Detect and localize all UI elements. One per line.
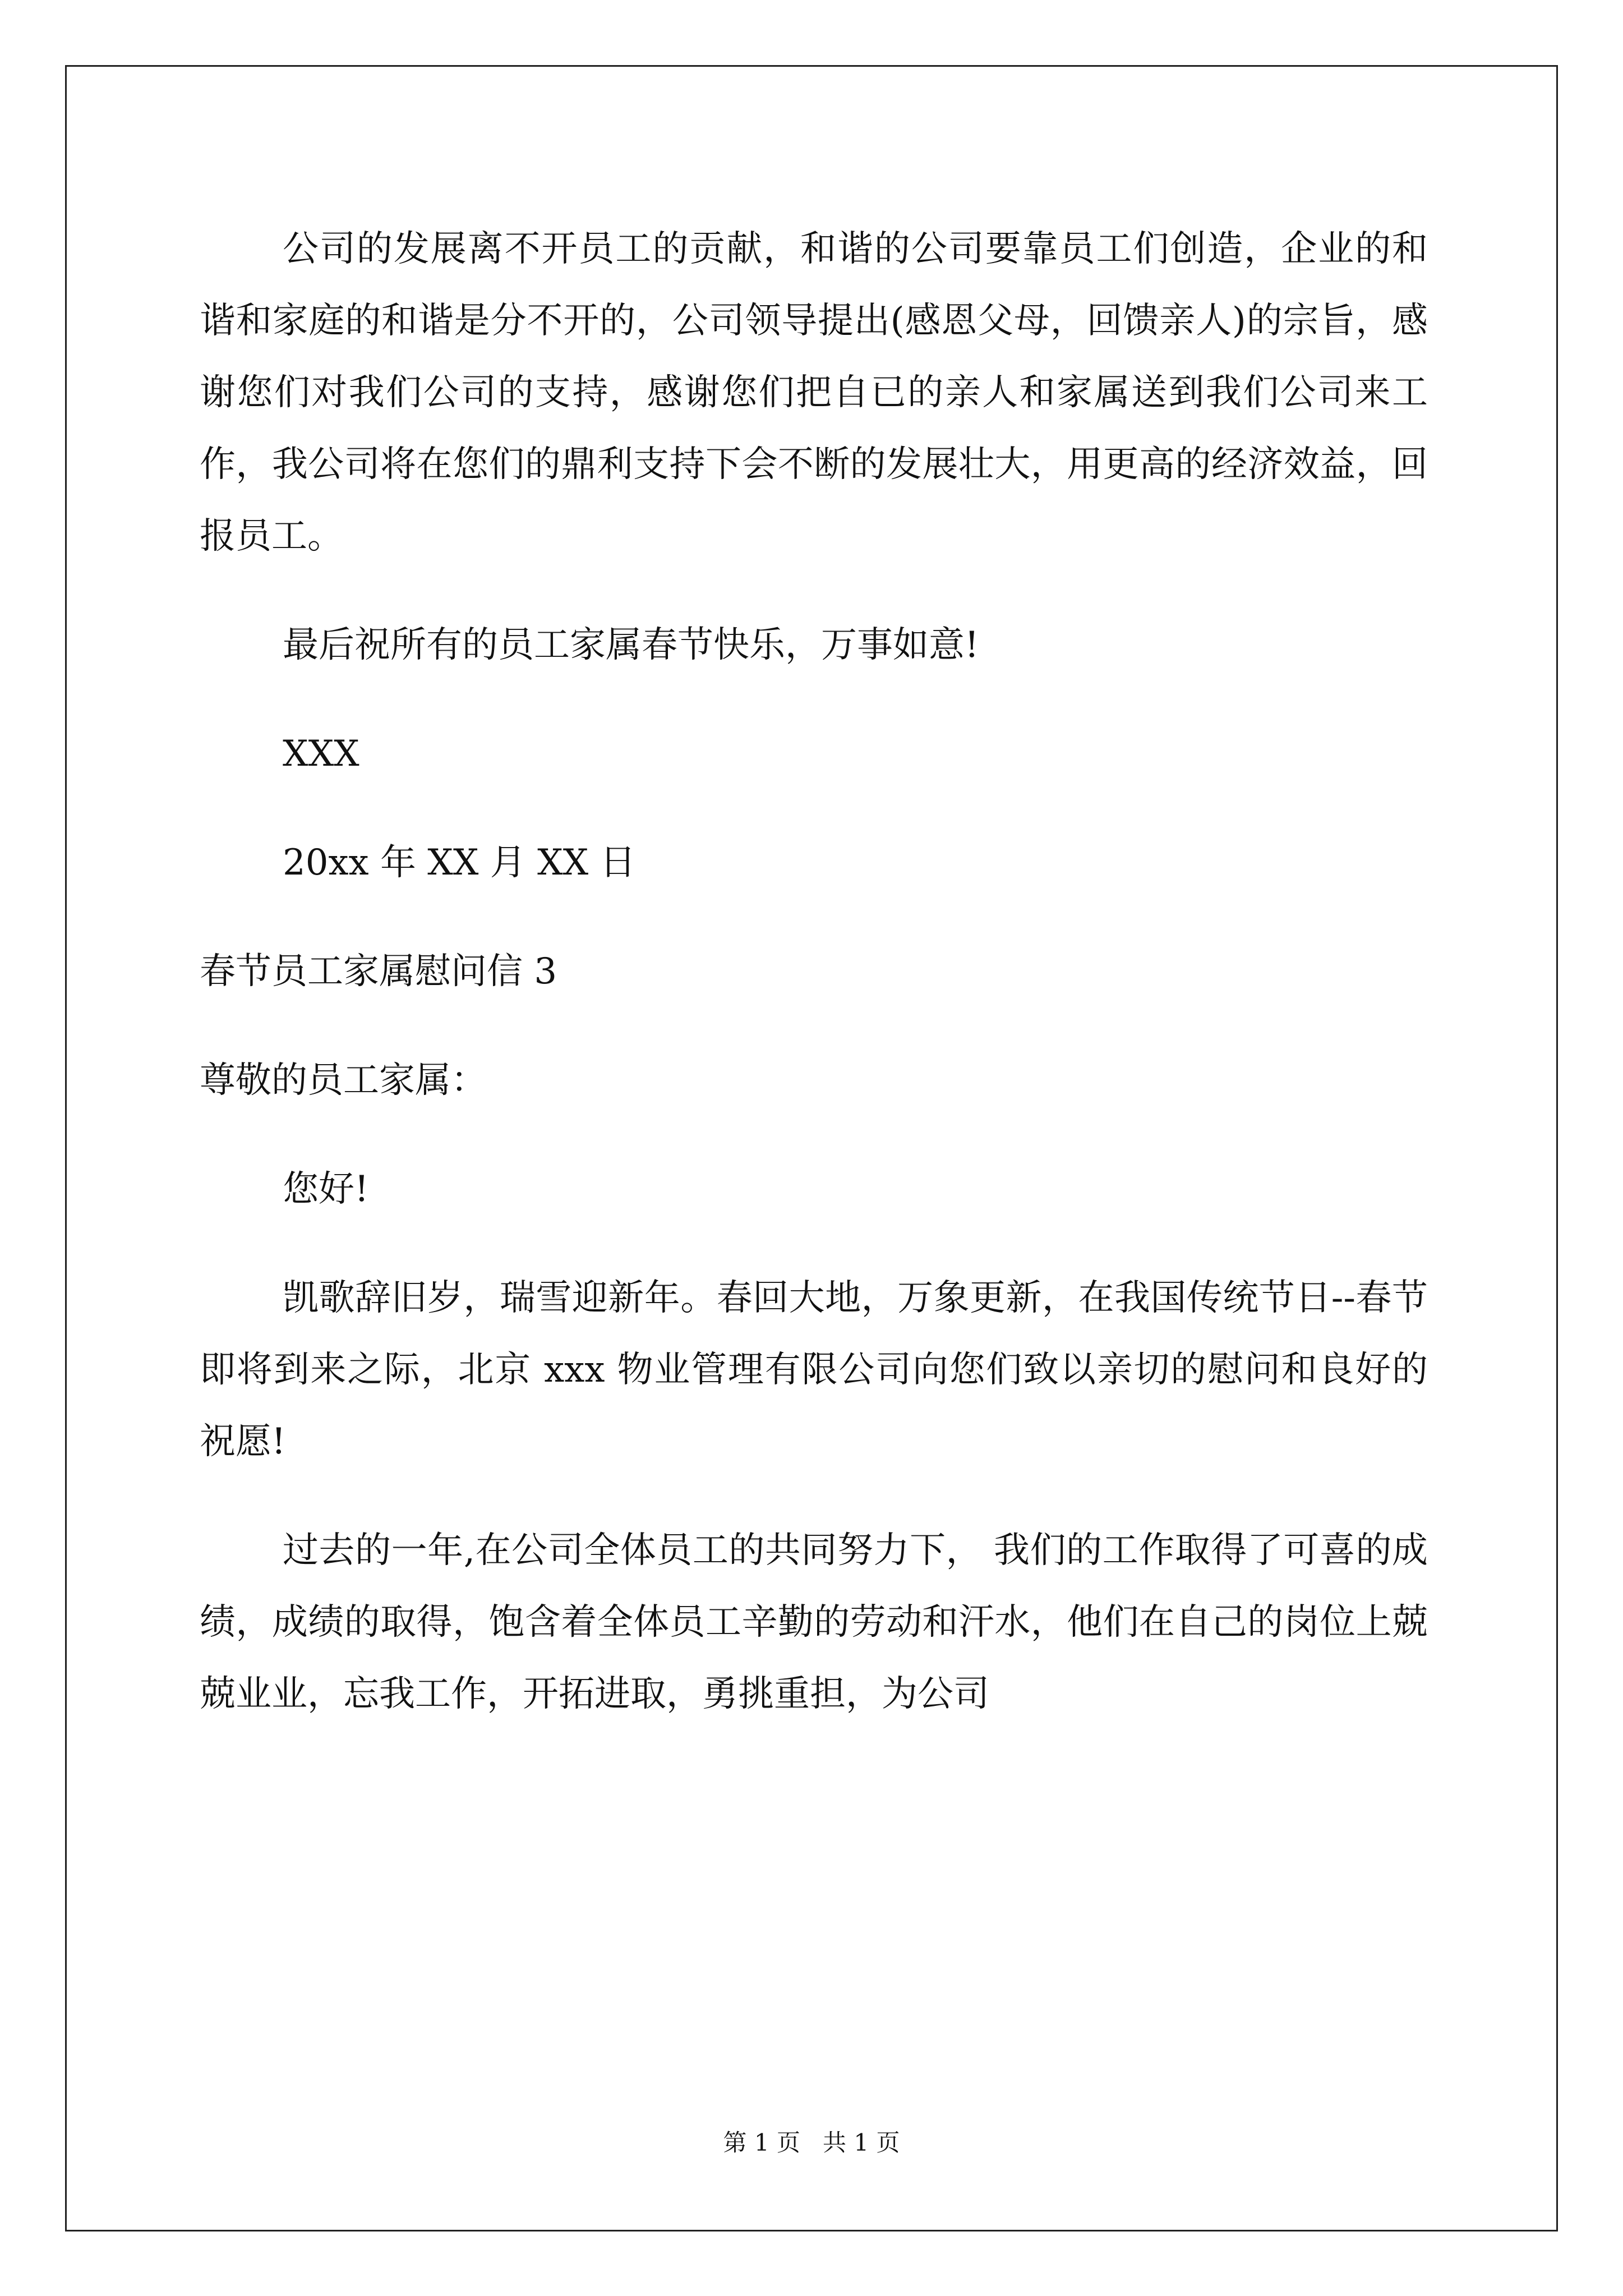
paragraph-festival-greeting: 凯歌辞旧岁，瑞雪迎新年。春回大地，万象更新，在我国传统节日--春节即将到来之际，北京 xxx 物业管理有限公司向您们致以亲切的慰问和良好的祝愿!: [200, 1277, 1428, 1462]
page-number: 第 1 页: [723, 2129, 800, 2156]
section-title: 春节员工家属慰问信 3: [200, 951, 557, 992]
footer-spacer: [800, 2129, 823, 2156]
signature-date: 20xx 年 XX 月 XX 日: [283, 842, 636, 884]
page-total: 共 1 页: [823, 2129, 900, 2156]
paragraph-new-year-wishes: 最后祝所有的员工家属春节快乐，万事如意!: [283, 624, 979, 666]
signature-name: XXX: [283, 733, 359, 775]
salutation: 尊敬的员工家属：: [200, 1060, 487, 1101]
document-body: [200, 213, 1428, 1730]
paragraph-company-thanks: 公司的发展离不开员工的贡献，和谐的公司要靠员工们创造，企业的和谐和家庭的和谐是分不开的，公司领导提出(感恩父母，回馈亲人)的宗旨，感谢您们对我们公司的支持，感谢您们把自已的亲人和家属送到我们公司来工作，我公司将在您们的鼎利支持下会不断的发展壮大，用更高的经济效益，回报员工。: [200, 228, 1428, 557]
paragraph-year-review: 过去的一年,在公司全体员工的共同努力下， 我们的工作取得了可喜的成绩，成绩的取得，饱含着全体员工辛勤的劳动和汗水，他们在自己的岗位上兢兢业业，忘我工作，开拓进取，勇挑重担，为公司: [200, 1530, 1428, 1715]
page-footer: [0, 2126, 1623, 2160]
greeting: 您好!: [283, 1168, 369, 1210]
